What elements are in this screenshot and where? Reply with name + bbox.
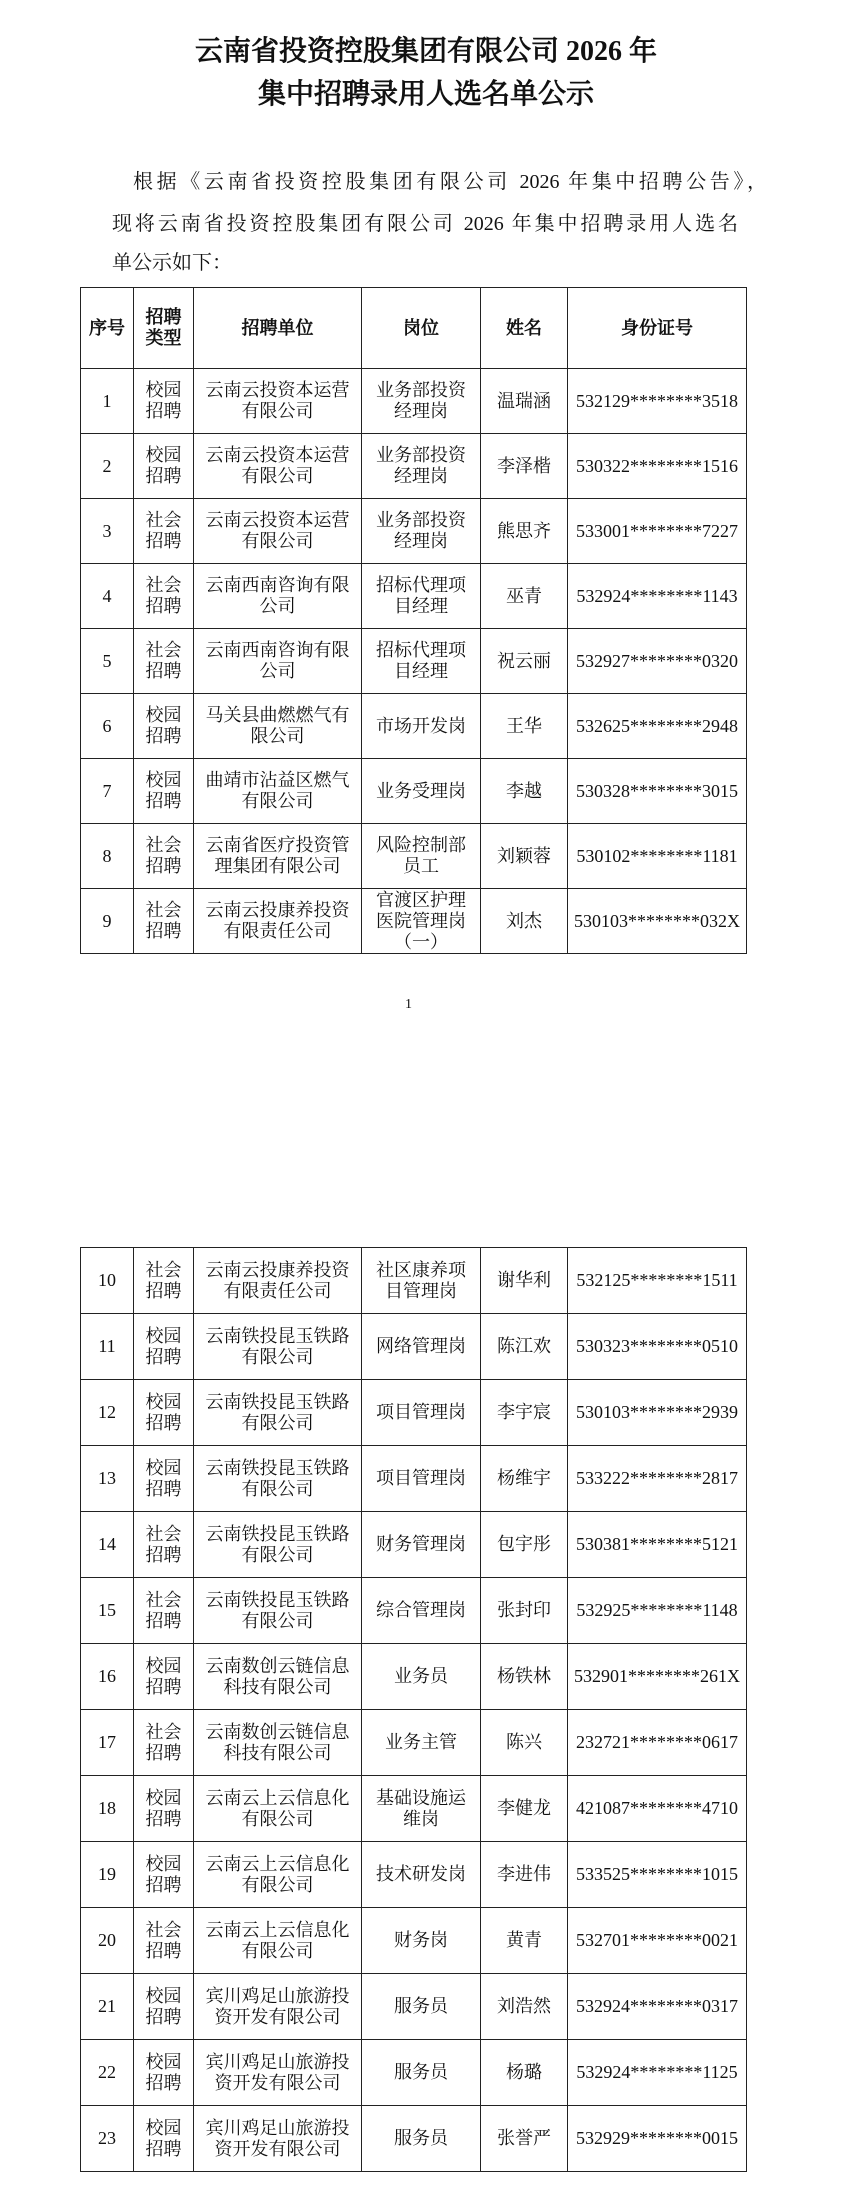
intro-paragraph-line-2: 现将云南省投资控股集团有限公司 2026 年集中招聘录用人选名	[112, 213, 738, 235]
id-number-cell: 533001********7227	[568, 499, 747, 564]
id-number-cell: 533222********2817	[568, 1446, 747, 1512]
id-number-cell: 532125********1511	[568, 1248, 747, 1314]
candidate-name-cell: 刘颖蓉	[481, 824, 568, 889]
id-number-cell: 532924********1125	[568, 2040, 747, 2106]
id-number-cell: 421087********4710	[568, 1776, 747, 1842]
recruitment-type-cell: 社会招聘	[134, 1248, 194, 1314]
id-number-cell: 532929********0015	[568, 2106, 747, 2172]
candidate-name-cell: 李越	[481, 759, 568, 824]
serial-number-cell: 19	[81, 1842, 134, 1908]
recruitment-type-cell: 社会招聘	[134, 1908, 194, 1974]
candidate-name-cell: 张封印	[481, 1578, 568, 1644]
serial-number-cell: 1	[81, 369, 134, 434]
position-cell: 项目管理岗	[362, 1380, 481, 1446]
candidate-table-page-2	[80, 1247, 747, 2172]
table-row	[81, 1314, 747, 1380]
position-cell: 财务岗	[362, 1908, 481, 1974]
position-cell: 业务部投资经理岗	[362, 434, 481, 499]
employer-cell: 马关县曲燃燃气有限公司	[194, 694, 362, 759]
header-recruitment-type: 招聘类型	[134, 288, 194, 369]
candidate-name-cell: 李健龙	[481, 1776, 568, 1842]
position-cell: 项目管理岗	[362, 1446, 481, 1512]
id-number-cell: 532701********0021	[568, 1908, 747, 1974]
table-row	[81, 1578, 747, 1644]
employer-cell: 云南铁投昆玉铁路有限公司	[194, 1446, 362, 1512]
employer-cell: 云南西南咨询有限公司	[194, 629, 362, 694]
intro-paragraph-line-1: 根据《云南省投资控股集团有限公司 2026 年集中招聘公告》，	[133, 171, 767, 193]
table-body-page-2	[81, 1248, 747, 2172]
table-row	[81, 1644, 747, 1710]
position-cell: 服务员	[362, 1974, 481, 2040]
candidate-name-cell: 李进伟	[481, 1842, 568, 1908]
position-cell: 业务受理岗	[362, 759, 481, 824]
recruitment-type-cell: 社会招聘	[134, 1578, 194, 1644]
employer-cell: 云南铁投昆玉铁路有限公司	[194, 1380, 362, 1446]
document-title-line-2: 集中招聘录用人选名单公示	[257, 79, 594, 110]
table-row	[81, 1974, 747, 2040]
recruitment-type-cell: 校园招聘	[134, 759, 194, 824]
position-cell: 风险控制部员工	[362, 824, 481, 889]
candidate-name-cell: 祝云丽	[481, 629, 568, 694]
id-number-cell: 532625********2948	[568, 694, 747, 759]
employer-cell: 宾川鸡足山旅游投资开发有限公司	[194, 2106, 362, 2172]
recruitment-type-cell: 校园招聘	[134, 1974, 194, 2040]
table-row	[81, 1512, 747, 1578]
employer-cell: 宾川鸡足山旅游投资开发有限公司	[194, 2040, 362, 2106]
candidate-table-page-1	[80, 287, 747, 954]
employer-cell: 云南云投资本运营有限公司	[194, 499, 362, 564]
id-number-cell: 530102********1181	[568, 824, 747, 889]
candidate-name-cell: 谢华利	[481, 1248, 568, 1314]
table-row	[81, 369, 747, 434]
position-cell: 业务部投资经理岗	[362, 499, 481, 564]
header-position: 岗位	[362, 288, 481, 369]
table-row	[81, 1248, 747, 1314]
table-body-page-1	[81, 369, 747, 954]
table-row	[81, 694, 747, 759]
position-cell: 官渡区护理医院管理岗（一）	[362, 889, 481, 954]
candidate-name-cell: 杨铁林	[481, 1644, 568, 1710]
employer-cell: 云南云投康养投资有限责任公司	[194, 889, 362, 954]
recruitment-type-cell: 校园招聘	[134, 694, 194, 759]
recruitment-type-cell: 社会招聘	[134, 889, 194, 954]
position-cell: 招标代理项目经理	[362, 629, 481, 694]
serial-number-cell: 18	[81, 1776, 134, 1842]
serial-number-cell: 8	[81, 824, 134, 889]
table-row	[81, 1710, 747, 1776]
serial-number-cell: 20	[81, 1908, 134, 1974]
employer-cell: 云南云上云信息化有限公司	[194, 1842, 362, 1908]
position-cell: 基础设施运维岗	[362, 1776, 481, 1842]
candidate-name-cell: 熊思齐	[481, 499, 568, 564]
header-employer: 招聘单位	[194, 288, 362, 369]
header-serial-number: 序号	[81, 288, 134, 369]
recruitment-type-cell: 校园招聘	[134, 1380, 194, 1446]
candidate-name-cell: 李宇宸	[481, 1380, 568, 1446]
recruitment-type-cell: 社会招聘	[134, 1710, 194, 1776]
serial-number-cell: 21	[81, 1974, 134, 2040]
candidate-name-cell: 刘杰	[481, 889, 568, 954]
table-row	[81, 2106, 747, 2172]
recruitment-type-cell: 校园招聘	[134, 369, 194, 434]
recruitment-type-cell: 校园招聘	[134, 1446, 194, 1512]
id-number-cell: 530323********0510	[568, 1314, 747, 1380]
serial-number-cell: 22	[81, 2040, 134, 2106]
employer-cell: 云南西南咨询有限公司	[194, 564, 362, 629]
recruitment-type-cell: 社会招聘	[134, 564, 194, 629]
position-cell: 综合管理岗	[362, 1578, 481, 1644]
position-cell: 业务部投资经理岗	[362, 369, 481, 434]
id-number-cell: 532924********1143	[568, 564, 747, 629]
serial-number-cell: 7	[81, 759, 134, 824]
id-number-cell: 232721********0617	[568, 1710, 747, 1776]
id-number-cell: 532901********261X	[568, 1644, 747, 1710]
table-row	[81, 1842, 747, 1908]
position-cell: 业务员	[362, 1644, 481, 1710]
serial-number-cell: 4	[81, 564, 134, 629]
serial-number-cell: 3	[81, 499, 134, 564]
employer-cell: 云南云投康养投资有限责任公司	[194, 1248, 362, 1314]
document-title-line-1: 云南省投资控股集团有限公司 2026 年	[194, 36, 657, 67]
header-id-number: 身份证号	[568, 288, 747, 369]
table-row	[81, 889, 747, 954]
serial-number-cell: 11	[81, 1314, 134, 1380]
table-row	[81, 1380, 747, 1446]
employer-cell: 云南云上云信息化有限公司	[194, 1776, 362, 1842]
table-row	[81, 1446, 747, 1512]
position-cell: 业务主管	[362, 1710, 481, 1776]
serial-number-cell: 16	[81, 1644, 134, 1710]
candidate-name-cell: 杨维宇	[481, 1446, 568, 1512]
recruitment-type-cell: 校园招聘	[134, 2040, 194, 2106]
employer-cell: 云南云上云信息化有限公司	[194, 1908, 362, 1974]
serial-number-cell: 14	[81, 1512, 134, 1578]
id-number-cell: 530322********1516	[568, 434, 747, 499]
position-cell: 服务员	[362, 2040, 481, 2106]
position-cell: 招标代理项目经理	[362, 564, 481, 629]
serial-number-cell: 2	[81, 434, 134, 499]
table-row	[81, 629, 747, 694]
page-number: 1	[405, 997, 412, 1012]
candidate-name-cell: 温瑞涵	[481, 369, 568, 434]
table-row	[81, 499, 747, 564]
employer-cell: 云南省医疗投资管理集团有限公司	[194, 824, 362, 889]
serial-number-cell: 5	[81, 629, 134, 694]
employer-cell: 云南云投资本运营有限公司	[194, 434, 362, 499]
position-cell: 服务员	[362, 2106, 481, 2172]
employer-cell: 云南数创云链信息科技有限公司	[194, 1644, 362, 1710]
candidate-name-cell: 陈兴	[481, 1710, 568, 1776]
serial-number-cell: 6	[81, 694, 134, 759]
recruitment-type-cell: 校园招聘	[134, 1644, 194, 1710]
employer-cell: 云南数创云链信息科技有限公司	[194, 1710, 362, 1776]
table-row	[81, 759, 747, 824]
id-number-cell: 532925********1148	[568, 1578, 747, 1644]
position-cell: 技术研发岗	[362, 1842, 481, 1908]
id-number-cell: 532129********3518	[568, 369, 747, 434]
recruitment-type-cell: 社会招聘	[134, 824, 194, 889]
candidate-name-cell: 巫青	[481, 564, 568, 629]
candidate-name-cell: 张誉严	[481, 2106, 568, 2172]
id-number-cell: 532924********0317	[568, 1974, 747, 2040]
id-number-cell: 530381********5121	[568, 1512, 747, 1578]
id-number-cell: 533525********1015	[568, 1842, 747, 1908]
recruitment-type-cell: 校园招聘	[134, 434, 194, 499]
position-cell: 市场开发岗	[362, 694, 481, 759]
table-row	[81, 1776, 747, 1842]
serial-number-cell: 13	[81, 1446, 134, 1512]
id-number-cell: 530103********032X	[568, 889, 747, 954]
employer-cell: 宾川鸡足山旅游投资开发有限公司	[194, 1974, 362, 2040]
position-cell: 财务管理岗	[362, 1512, 481, 1578]
header-candidate-name: 姓名	[481, 288, 568, 369]
serial-number-cell: 23	[81, 2106, 134, 2172]
candidate-name-cell: 李泽楷	[481, 434, 568, 499]
position-cell: 网络管理岗	[362, 1314, 481, 1380]
recruitment-type-cell: 校园招聘	[134, 1776, 194, 1842]
intro-paragraph-line-3: 单公示如下：	[112, 252, 232, 274]
position-cell: 社区康养项目管理岗	[362, 1248, 481, 1314]
table-row	[81, 434, 747, 499]
candidate-name-cell: 黄青	[481, 1908, 568, 1974]
recruitment-type-cell: 校园招聘	[134, 1842, 194, 1908]
id-number-cell: 530328********3015	[568, 759, 747, 824]
id-number-cell: 530103********2939	[568, 1380, 747, 1446]
table-header-row	[81, 288, 747, 369]
recruitment-type-cell: 社会招聘	[134, 1512, 194, 1578]
table-row	[81, 2040, 747, 2106]
table-row	[81, 824, 747, 889]
employer-cell: 云南云投资本运营有限公司	[194, 369, 362, 434]
recruitment-type-cell: 社会招聘	[134, 629, 194, 694]
employer-cell: 云南铁投昆玉铁路有限公司	[194, 1512, 362, 1578]
id-number-cell: 532927********0320	[568, 629, 747, 694]
serial-number-cell: 17	[81, 1710, 134, 1776]
table-row	[81, 564, 747, 629]
table-row	[81, 1908, 747, 1974]
employer-cell: 云南铁投昆玉铁路有限公司	[194, 1578, 362, 1644]
candidate-name-cell: 陈江欢	[481, 1314, 568, 1380]
recruitment-type-cell: 校园招聘	[134, 1314, 194, 1380]
recruitment-type-cell: 校园招聘	[134, 2106, 194, 2172]
serial-number-cell: 12	[81, 1380, 134, 1446]
candidate-name-cell: 杨璐	[481, 2040, 568, 2106]
candidate-name-cell: 刘浩然	[481, 1974, 568, 2040]
candidate-name-cell: 王华	[481, 694, 568, 759]
serial-number-cell: 15	[81, 1578, 134, 1644]
serial-number-cell: 9	[81, 889, 134, 954]
recruitment-type-cell: 社会招聘	[134, 499, 194, 564]
serial-number-cell: 10	[81, 1248, 134, 1314]
employer-cell: 云南铁投昆玉铁路有限公司	[194, 1314, 362, 1380]
employer-cell: 曲靖市沾益区燃气有限公司	[194, 759, 362, 824]
candidate-name-cell: 包宇彤	[481, 1512, 568, 1578]
